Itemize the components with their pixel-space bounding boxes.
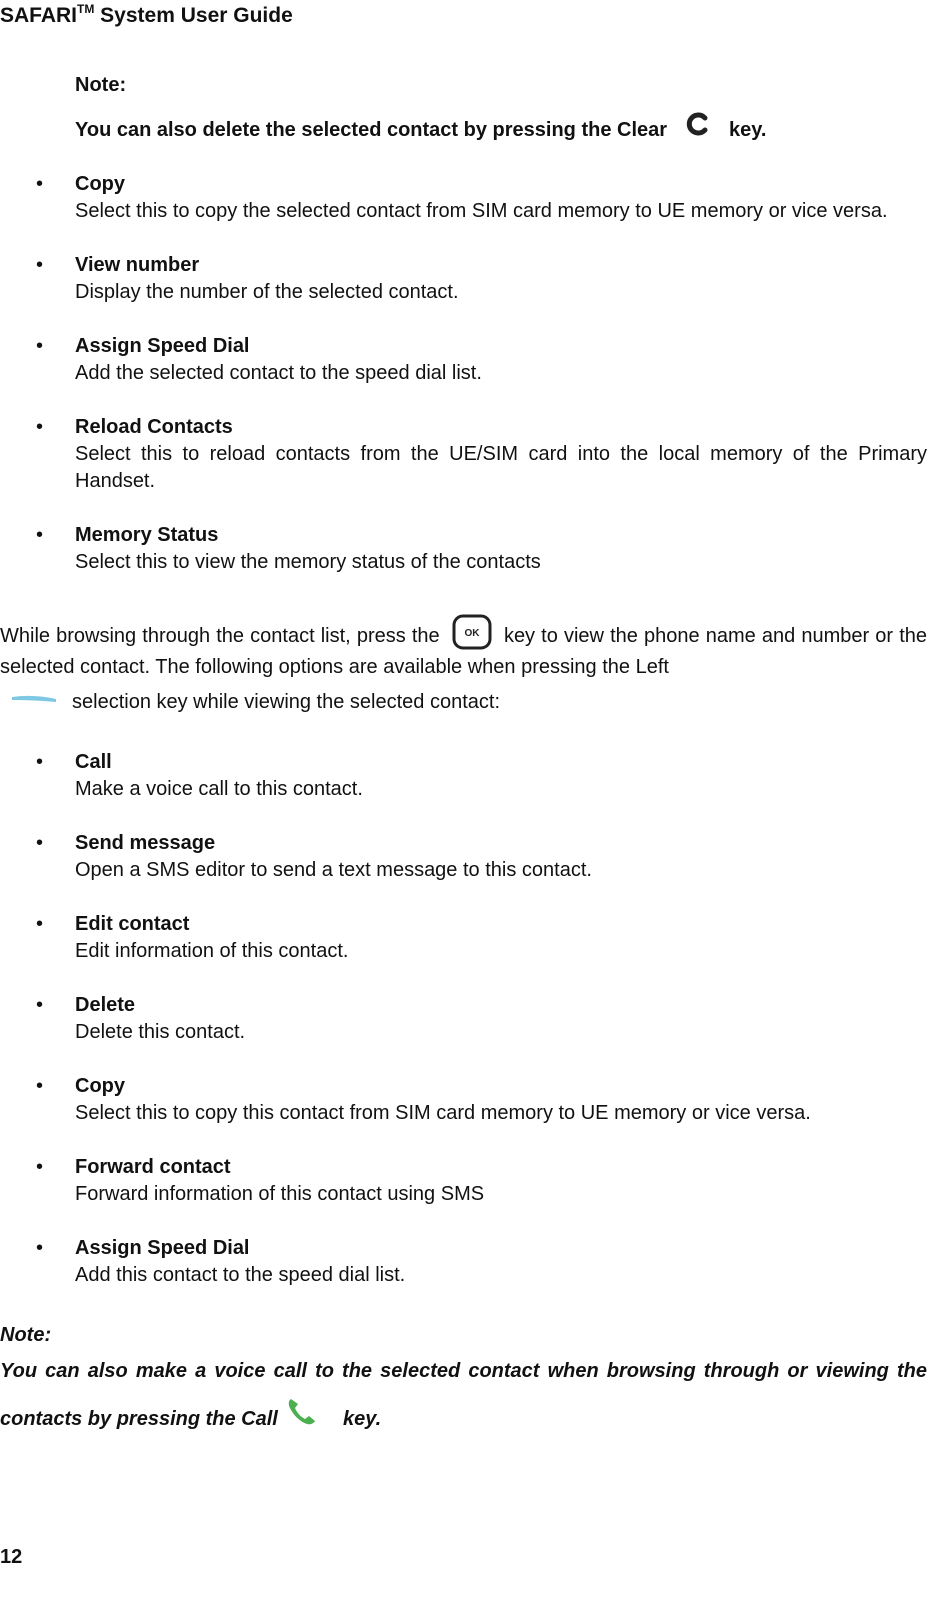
bullet-icon: • [36,335,44,357]
list-item [0,522,947,576]
list-item [0,992,947,1046]
item-description: Open a SMS editor to send a text message to this contact. [75,859,592,881]
note-delete [75,74,935,143]
ok-key-icon [452,614,492,650]
contact-view-options-list [0,749,947,1316]
list-item [0,749,947,803]
note-label: Note: [75,74,127,96]
call-key-icon [285,1395,319,1429]
bullet-icon: • [36,173,44,195]
item-title: Copy [75,173,125,195]
guide-title: System User Guide [94,4,293,27]
item-description: Add this contact to the speed dial list. [75,1264,406,1286]
left-softkey-icon [12,683,56,693]
ok-label: OK [464,628,480,639]
list-item [0,414,947,495]
note2-label: Note: [0,1324,52,1346]
item-title: Memory Status [75,524,219,546]
document-header [0,2,293,28]
item-title: Copy [75,1075,125,1097]
paragraph-text-2: key to view the phone name and number or the selected contact. The following options are available when pressing the Left [0,625,927,678]
list-item [0,252,947,306]
item-title: View number [75,254,200,276]
item-title: Edit contact [75,913,190,935]
note-key-word: key. [729,118,767,141]
contact-options-list [0,171,947,603]
list-item [0,830,947,884]
item-title: Delete [75,994,136,1016]
item-title: Assign Speed Dial [75,335,250,357]
item-description: Display the number of the selected contact. [75,281,459,303]
item-description: Add the selected contact to the speed dial list. [75,362,482,384]
brand-name: SAFARI [0,4,78,27]
item-title: Forward contact [75,1156,231,1178]
browse-paragraph [0,614,927,718]
bullet-icon: • [36,254,44,276]
list-item [0,1235,947,1289]
bullet-icon: • [36,913,44,935]
bullet-icon: • [36,524,44,546]
bullet-icon: • [36,832,44,854]
list-item [0,1073,947,1127]
paragraph-text-3: selection key while viewing the selected contact: [72,691,501,713]
note-call [0,1324,927,1443]
item-description: Make a voice call to this contact. [75,778,363,800]
clear-c-key-icon [685,111,711,137]
item-description: Edit information of this contact. [75,940,349,962]
item-description: Select this to reload contacts from the UE/SIM card into the local memory of the Primary Handset. [75,443,927,492]
bullet-icon: • [36,1075,44,1097]
bullet-icon: • [36,1156,44,1178]
item-title: Reload Contacts [75,416,233,438]
item-description: Delete this contact. [75,1021,246,1043]
page-number: 12 [0,1546,23,1568]
paragraph-text: While browsing through the contact list, press the [0,625,440,647]
bullet-icon: • [36,994,44,1016]
bullet-icon: • [36,1237,44,1259]
list-item [0,911,947,965]
item-title: Send message [75,832,216,854]
item-description: Select this to copy this contact from SIM card memory to UE memory or vice versa. [75,1102,811,1124]
list-item [0,333,947,387]
trademark: TM [77,2,95,16]
item-title: Call [75,751,112,773]
item-description: Select this to view the memory status of the contacts [75,551,541,573]
item-description: Select this to copy the selected contact from SIM card memory to UE memory or vice versa. [75,200,888,222]
note2-text: You can also make a voice call to the selected contact when browsing through or viewing the contacts by pressing the Call [0,1360,927,1430]
item-description: Forward information of this contact using SMS [75,1183,485,1205]
item-title: Assign Speed Dial [75,1237,250,1259]
list-item [0,171,947,225]
bullet-icon: • [36,751,44,773]
note-text: You can also delete the selected contact by pressing the Clear [75,118,668,141]
bullet-icon: • [36,416,44,438]
note2-key-word: key. [342,1408,382,1430]
list-item [0,1154,947,1208]
